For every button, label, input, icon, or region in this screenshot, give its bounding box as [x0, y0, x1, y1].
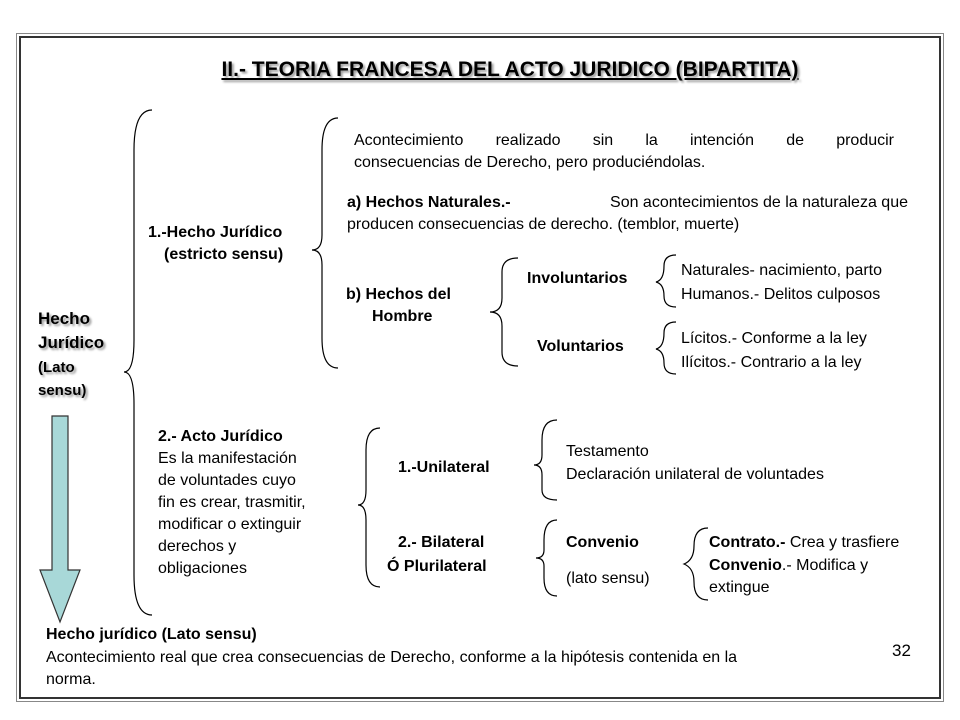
convenio-def-text: .- Modifica y	[781, 557, 869, 574]
voluntarios-brace	[656, 322, 676, 374]
footer-heading: Hecho jurídico (Lato sensu)	[46, 626, 257, 643]
page-number: 32	[892, 641, 911, 660]
involuntarios-item-2: Humanos.- Delitos culposos	[681, 286, 881, 303]
voluntarios-item-2: Ilícitos.- Contrario a la ley	[681, 354, 862, 371]
convenio-sublabel: (lato sensu)	[566, 570, 650, 587]
hecho-estricto-definition-line1: Acontecimiento realizado sin la intención de producir	[354, 132, 894, 149]
unilateral-label: 1.-Unilateral	[398, 459, 490, 476]
hechos-hombre-line2: Hombre	[372, 308, 433, 325]
hecho-hombre-brace	[490, 258, 518, 366]
hechos-naturales-label: a) Hechos Naturales.-	[347, 194, 511, 211]
convenio-def-label: Convenio	[709, 557, 782, 574]
acto-juridico-brace	[358, 428, 380, 587]
root-brace	[124, 110, 152, 615]
bilateral-label-line2: Ó Plurilateral	[387, 558, 487, 575]
hecho-estricto-definition-line2: consecuencias de Derecho, pero produciéndolas.	[354, 154, 706, 171]
involuntarios-brace	[656, 255, 676, 307]
acto-juridico-desc-line4: modificar o extinguir	[158, 516, 302, 533]
involuntarios-label: Involuntarios	[527, 270, 628, 287]
acto-juridico-title: 2.- Acto Jurídico	[158, 428, 283, 445]
down-arrow-icon	[40, 416, 80, 622]
involuntarios-item-1: Naturales- nacimiento, parto	[681, 262, 882, 279]
hechos-hombre-line1: b) Hechos del	[346, 286, 451, 303]
bilateral-label-line1: 2.- Bilateral	[398, 534, 485, 551]
hechos-naturales-text-line2: producen consecuencias de derecho. (temblor, muerte)	[347, 216, 740, 233]
hecho-estricto-title: 1.-Hecho Jurídico	[148, 224, 283, 241]
footer-definition-line1: Acontecimiento real que crea consecuencias de Derecho, conforme a la hipótesis contenida en la	[46, 649, 738, 666]
slide-title: II.- TEORIA FRANCESA DEL ACTO JURIDICO (BIPARTITA)	[221, 58, 799, 81]
convenio-label: Convenio	[566, 534, 639, 551]
acto-juridico-desc-line5: derechos y	[158, 538, 237, 555]
hecho-estricto-subtitle: (estricto sensu)	[164, 246, 284, 263]
voluntarios-item-1: Lícitos.- Conforme a la ley	[681, 330, 867, 347]
hechos-naturales-line1	[347, 192, 908, 214]
root-label-line3: (Lato	[38, 359, 75, 376]
contrato-label: Contrato.-	[709, 534, 786, 551]
acto-juridico-desc-line2: de voluntades cuyo	[158, 472, 296, 489]
root-label-line2: Jurídico	[38, 333, 105, 352]
hechos-naturales-text-part1: Son acontecimientos de la naturaleza que	[610, 194, 908, 211]
contrato-text: Crea y trasfiere	[785, 534, 900, 551]
acto-juridico-desc-line3: fin es crear, trasmitir,	[158, 494, 306, 511]
convenio-def-line	[709, 555, 868, 577]
acto-juridico-desc-line6: obligaciones	[158, 560, 247, 577]
bilateral-brace	[536, 520, 557, 596]
convenio-def-text2: extingue	[709, 579, 770, 596]
root-label-line1: Hecho	[38, 309, 90, 328]
voluntarios-label: Voluntarios	[537, 338, 624, 355]
acto-juridico-desc-line1: Es la manifestación	[158, 450, 297, 467]
unilateral-item-1: Testamento	[566, 443, 649, 460]
footer-definition-line2: norma.	[46, 671, 96, 688]
root-label-line4: sensu)	[38, 382, 87, 399]
convenio-brace	[684, 528, 708, 600]
contrato-line	[709, 532, 899, 554]
unilateral-item-2: Declaración unilateral de voluntades	[566, 466, 824, 483]
unilateral-brace	[534, 420, 557, 500]
hecho-estricto-brace	[312, 118, 338, 368]
